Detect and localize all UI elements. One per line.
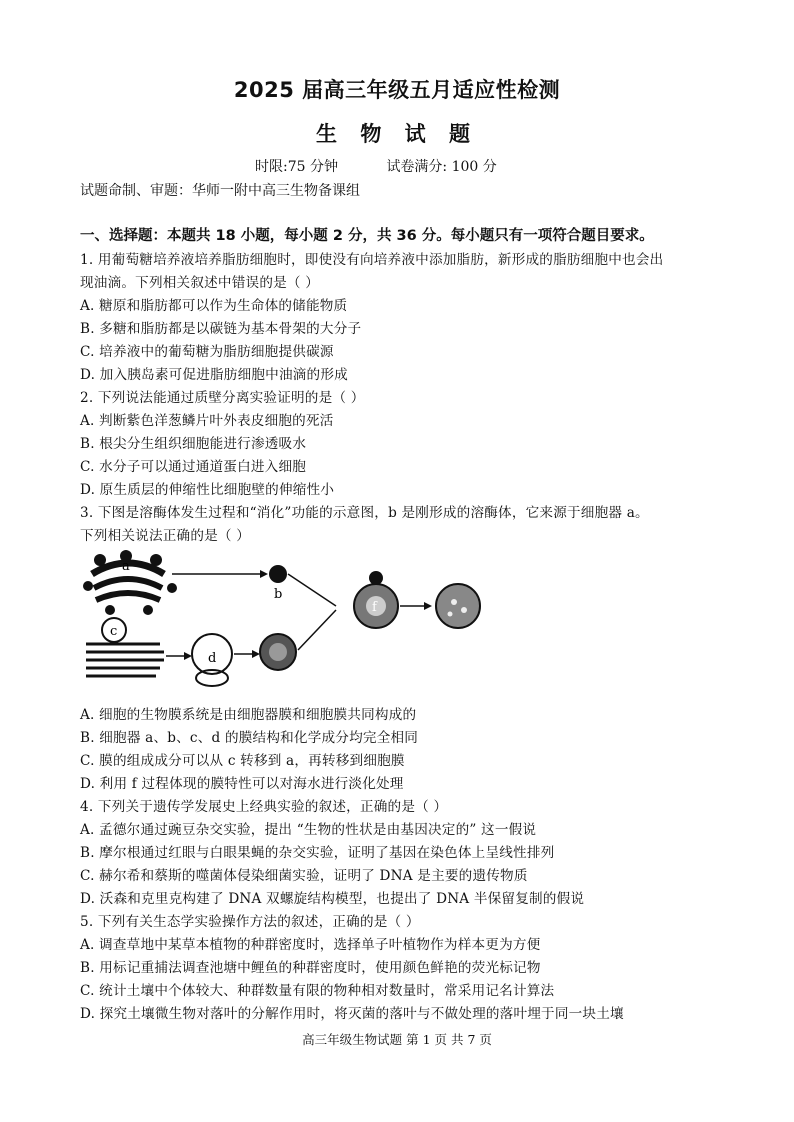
vesicle-core <box>269 643 287 661</box>
debris <box>451 599 457 605</box>
debris <box>448 612 453 617</box>
question-line: 3. 下图是溶酶体发生过程和“消化”功能的示意图，b 是刚形成的溶酶体，它来源于细胞器 a。 <box>80 505 649 521</box>
arrow-b-f <box>288 574 336 606</box>
option-line: A. 孟德尔通过豌豆杂交实验，提出 “生物的性状是由基因决定的” 这一假说 <box>80 822 537 838</box>
question-line: 1. 用葡萄糖培养液培养脂肪细胞时，即使没有向培养液中添加脂肪，新形成的脂肪细胞中也会出 <box>80 252 664 268</box>
question-line: 现油滴。下列相关叙述中错误的是（ ） <box>80 275 320 291</box>
arrowhead <box>424 602 432 610</box>
option-line: A. 调查草地中某草本植物的种群密度时，选择单子叶植物作为样本更为方便 <box>80 937 541 953</box>
arrowhead <box>260 570 268 578</box>
exam-title: 2025 届高三年级五月适应性检测 <box>233 78 561 102</box>
digestion-vesicle <box>436 584 480 628</box>
option-line: A. 判断紫色洋葱鳞片叶外表皮细胞的死活 <box>80 413 334 429</box>
full-score: 试卷满分: 100 分 <box>386 159 497 175</box>
option-line: B. 根尖分生组织细胞能进行渗透吸水 <box>80 436 307 452</box>
option-line: A. 糖原和脂肪都可以作为生命体的储能物质 <box>80 298 348 314</box>
option-line: B. 用标记重捕法调查池塘中鲤鱼的种群密度时，使用颜色鲜艳的荧光标记物 <box>80 960 541 976</box>
exam-meta <box>255 156 497 176</box>
exam-authors: 试题命制、审题：华师一附中高三生物备课组 <box>80 183 360 199</box>
label-d: d <box>208 651 217 666</box>
arrow-e-f <box>298 610 336 650</box>
exam-subtitle: 生 物 试 题 <box>316 122 478 146</box>
option-line: B. 细胞器 a、b、c、d 的膜结构和化学成分均完全相同 <box>80 730 419 746</box>
option-line: D. 探究土壤微生物对落叶的分解作用时，将灭菌的落叶与不做处理的落叶埋于同一块土壤 <box>80 1006 624 1022</box>
option-line: D. 加入胰岛素可促进脂肪细胞中油滴的形成 <box>80 367 348 383</box>
time-limit: 时限:75 分钟 <box>255 159 338 175</box>
option-line: B. 多糖和脂肪都是以碳链为基本骨架的大分子 <box>80 321 362 337</box>
label-f: f <box>372 600 377 615</box>
option-line: A. 细胞的生物膜系统是由细胞器膜和细胞膜共同构成的 <box>80 707 417 723</box>
organelle-c <box>86 618 164 676</box>
organelle-a <box>83 550 177 615</box>
mitochondrion <box>196 670 228 686</box>
section-heading: 一、选择题：本题共 18 小题，每小题 2 分，共 36 分。每小题只有一项符合题目要求。 <box>80 228 654 244</box>
arrowhead <box>184 652 192 660</box>
option-line: C. 膜的组成成分可以从 c 转移到 a，再转移到细胞膜 <box>80 753 405 769</box>
debris <box>461 607 467 613</box>
question-line: 2. 下列说法能通过质壁分离实验证明的是（ ） <box>80 390 365 406</box>
option-line: C. 水分子可以通过通道蛋白进入细胞 <box>80 459 307 475</box>
option-line: D. 沃森和克里克构建了 DNA 双螺旋结构模型，也提出了 DNA 半保留复制的假说 <box>80 891 585 907</box>
lysosome-diagram <box>80 544 500 694</box>
option-line: B. 摩尔根通过红眼与白眼果蝇的杂交实验，证明了基因在染色体上呈线性排列 <box>80 845 555 861</box>
arrowhead <box>252 650 260 658</box>
page-footer: 高三年级生物试题 第 1 页 共 7 页 <box>302 1032 492 1047</box>
question-line: 下列相关说法正确的是（ ） <box>80 528 251 544</box>
option-line: C. 统计土壤中个体较大、种群数量有限的物种相对数量时，常采用记名计算法 <box>80 983 555 999</box>
lysosome-b <box>269 565 287 583</box>
lysosome-fusing <box>369 571 383 585</box>
question-line: 5. 下列有关生态学实验操作方法的叙述，正确的是（ ） <box>80 914 420 930</box>
option-line: C. 培养液中的葡萄糖为脂肪细胞提供碳源 <box>80 344 334 360</box>
label-a: a <box>122 559 130 574</box>
label-b: b <box>274 587 283 602</box>
option-line: D. 原生质层的伸缩性比细胞壁的伸缩性小 <box>80 482 335 498</box>
question-line: 4. 下列关于遗传学发展史上经典实验的叙述，正确的是（ ） <box>80 799 448 815</box>
option-line: D. 利用 f 过程体现的膜特性可以对海水进行淡化处理 <box>80 776 404 792</box>
option-line: C. 赫尔希和蔡斯的噬菌体侵染细菌实验，证明了 DNA 是主要的遗传物质 <box>80 868 528 884</box>
label-c: c <box>110 624 118 639</box>
